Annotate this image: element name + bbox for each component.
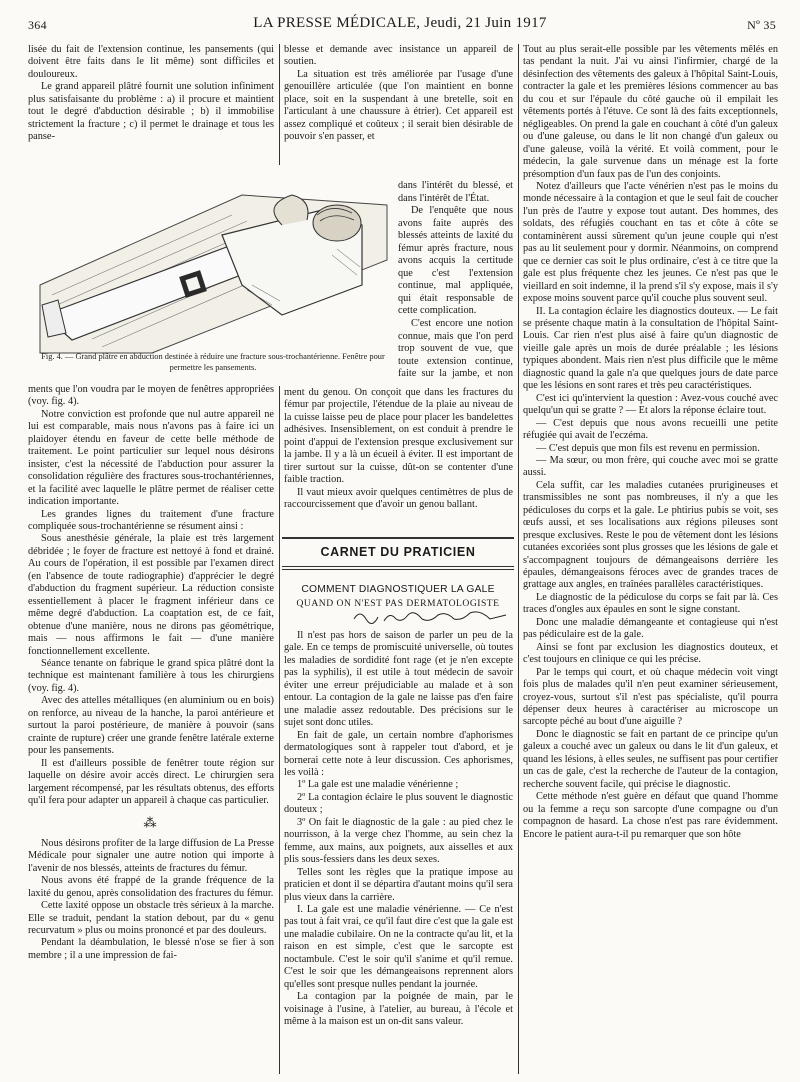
paragraph: Les grandes lignes du traitement d'une fracture compliquée sous-trochantérienne se résument ainsi : bbox=[28, 508, 274, 532]
paragraph: II. La contagion éclaire les diagnostics douteux. — Le fait se présente chaque matin à la consultation de l'hôpital Saint-Louis. Car rien n'est plus aisé à faire qu'un diagnostic de vieille gale après un mois de durée préalable ; les lésions typiques abondent. Mais rien n'est plus difficile que le même diagnostic quand la gale n'a que quelques jours de date parce que les lésions en sont rares et très peu caractéristiques. bbox=[523, 305, 778, 392]
section-rule bbox=[282, 569, 514, 570]
paragraph: ments que l'on voudra par le moyen de fenêtres appropriées (voy. fig. 4). bbox=[28, 384, 274, 408]
paragraph: Donc le diagnostic se fait en partant de ce principe qu'un galeux a couché avec un galeux ou dans le lit d'un galeux, et quand les lésions, à elles seules, ne suffisent pas pour certifier un cas de gale, c'est la recherche de l'auteur de la contagion, recherche souvent facile, qui précise le diagnostic. bbox=[523, 728, 778, 790]
list-item: 1º La gale est une maladie vénérienne ; bbox=[297, 779, 459, 791]
list-item: 3º On fait le diagnostic de la gale : au pied chez le nourrisson, à la verge chez l'homme, au sein chez la femme, aux mains, aux poignets, aux aisselles et aux plis sous-fessiers dans les deux sexes. bbox=[284, 816, 513, 866]
paragraph: — C'est depuis que mon fils est revenu en permission. bbox=[536, 442, 760, 454]
column-2-top bbox=[284, 44, 513, 180]
column-2-body bbox=[284, 387, 513, 532]
figure-caption: Fig. 4. — Grand plâtre en abduction destinée à réduire une fracture sous-trochantérienne. Fenêtre pour permettre les pansements. bbox=[41, 352, 385, 372]
paragraph: Par le temps qui court, et où chaque médecin voit vingt fois plus de malades qu'il n'en peut examiner sérieusement, croyez-vous, surtout s'il n'est pas spécialiste, qu'il pourra dépenser deux heures à caractériser au microscope un sarcopte péché au bout d'une aiguille ? bbox=[523, 666, 778, 728]
paragraph: Cette laxité oppose un obstacle très sérieux à la marche. Elle se traduit, pendant la station debout, par du « genu recurvatum » plus ou moins prononcé et par des douleurs. bbox=[28, 900, 274, 937]
section-separator: ⁂ bbox=[143, 815, 159, 831]
paragraph: Il n'est pas hors de saison de parler un peu de la gale. En ce temps de promiscuité universelle, où toutes les maladies de sordidité font rage (et je n'en excepte pas la syphilis), il est utile à tout médecin de savoir éviter une erreur préjudiciable au malade et à son entour. La contagion de la gale ne laisse pas d'en faire une maladie assez redoutable. Des précisions sur le sujet sont donc utiles. bbox=[284, 630, 513, 729]
paragraph: dans l'intérêt du blessé, et dans l'intérêt de l'État. bbox=[398, 180, 513, 204]
column-1-top bbox=[28, 44, 274, 169]
paragraph: Le grand appareil plâtré fournit une solution infiniment plus satisfaisante du problème : a) il procure et maintient tout le degré d'abduction désirable ; b) il immobilise strictement la fracture ; c) il permet le drainage et tous les panse- bbox=[28, 81, 274, 143]
paragraph: Telles sont les règles que la pratique impose au praticien et dont il se départira d'autant moins qu'il sera plus vieux dans la carrière. bbox=[284, 866, 513, 903]
plaster-cast-illustration bbox=[32, 165, 392, 355]
column-2-wrap bbox=[398, 180, 513, 380]
column-1-body bbox=[28, 384, 274, 1074]
paragraph: ment du genou. On conçoit que dans les fractures du fémur par projectile, l'étendue de la plaie au niveau de la cuisse laisse peu de place pour placer les bandelettes adhésives. Insensiblement, on est conduit à prendre le point d'appui de l'extension presque exclusivement sur la jambe. Il y a là un écueil à éviter. Il est important de tirer surtout sur la cuisse, dût-on se contenter d'une faible traction. bbox=[284, 387, 513, 486]
journal-title: LA PRESSE MÉDICALE, Jeudi, 21 Juin 1917 bbox=[253, 15, 547, 31]
paragraph: La situation est très améliorée par l'usage d'une genouillère articulée (que l'on maintient en bonne place, soit en la suspendant à une bretelle, soit en l'articulant à une chaussure à étrier). Cet appareil est assez compliqué et coûteux ; il serait bien désirable de pouvoir s'en passer, et bbox=[284, 68, 513, 143]
paragraph: La contagion par la poignée de main, par le voisinage à l'usine, à l'atelier, au bureau, à l'école et même à la maison est un on-dit sans valeur. bbox=[284, 991, 513, 1028]
section-rule bbox=[282, 566, 514, 567]
article-subtitle: QUAND ON N'EST PAS DERMATOLOGISTE bbox=[296, 598, 500, 609]
paragraph: Notez d'ailleurs que l'acte vénérien n'est pas le moins du monde nécessaire à la contagion et que le seul fait de coucher l'un près de l'autre y expose tout autant. Des hommes, des soldats, des réfugiés couchant en tas et côte à côte se contaminèrent aussi sûrement qu'un jeune couple qui n'est pas au lit seulement pour y dormir. Néanmoins, on comprend que ce dernier cas soit le plus ordinaire, c'est à ce titre que la gale est plus fréquente chez les jeunes. Ce n'est pas que le vieillard en soit indemne, il la prend s'il s'y expose, mais il s'y expose moins souvent parce qu'il couche plus souvent seul. bbox=[523, 180, 778, 305]
paragraph: Sous anesthésie générale, la plaie est très largement débridée ; le foyer de fracture est nettoyé à fond et drainé. Au cours de l'opération, il est possible par l'examen direct (en l'absence de toute radiographie) d'apprécier le degré d'abduction du fragment supérieur. La réduction consiste essentiellement à placer le fragment inférieur dans ce même degré d'abduction. La coaptation est, de ce fait, obtenue d'une manière, nous ne dirons pas géométrique, mais — nous affirmons le fait — d'une manière fonctionnellement excellente. bbox=[28, 533, 274, 657]
paragraph: lisée du fait de l'extension continue, les pansements (qui doivent être faits dans le lit même) sont difficiles et douloureux. bbox=[28, 44, 274, 80]
paragraph: De l'enquête que nous avons faite auprès des blessés atteints de laxité du fémur après fracture, nous avons acquis la certitude que c'est l'extension continue, mal appliquée, qui était responsable de cette complication. bbox=[398, 205, 513, 317]
article-title: COMMENT DIAGNOSTIQUER LA GALE bbox=[301, 584, 495, 595]
paragraph: — Ma sœur, ou mon frère, qui couche avec moi se gratte aussi. bbox=[523, 454, 778, 479]
paragraph: Nous désirons profiter de la large diffusion de La Presse Médicale pour signaler une autre notion qui importe à l'avenir de nos blessés, atteints de fractures du fémur. bbox=[28, 837, 274, 874]
paragraph: Séance tenante on fabrique le grand spica plâtré dont la technique est maintenant familière à tous les chirurgiens (voy. fig. 4). bbox=[28, 657, 274, 694]
paragraph: Il vaut mieux avoir quelques centimètres de plus de raccourcissement que d'avoir un genou ballant. bbox=[284, 486, 513, 511]
issue-number: Nº 35 bbox=[747, 18, 776, 32]
paragraph: Nous avons été frappé de la grande fréquence de la laxité du genou, après consolidation des fractures du fémur. bbox=[28, 875, 274, 899]
section-title: CARNET DU PRATICIEN bbox=[320, 545, 476, 559]
paragraph: Cette méthode n'est guère en défaut que quand l'homme ou la femme a reçu son sarcopte d'une compagne ou d'un compagnon de hasard. La chose n'est pas rare évidemment. Encore le patient aura-t-il pu remarquer que son hôte bbox=[523, 791, 778, 840]
paragraph: Le diagnostic de la pédiculose du corps se fait par là. Ces traces d'ongles aux épaules en sont le signe constant. bbox=[523, 591, 778, 616]
page-number: 364 bbox=[28, 18, 47, 32]
column-rule bbox=[279, 386, 280, 1074]
section-rule bbox=[282, 537, 514, 539]
paragraph: Il est d'ailleurs possible de fenêtrer toute région sur laquelle on désire avoir accès direct. Le chirurgien sera largement récompensé, par les résultats obtenus, des efforts qu'il fera pour adapter un appareil à chaque cas particulier. bbox=[28, 757, 274, 806]
column-rule bbox=[279, 44, 280, 171]
paragraph: C'est encore une notion connue, mais que l'on perd trop souvent de vue, que toute extension continue, faite sur la jambe, et non bbox=[398, 318, 513, 380]
page-header bbox=[24, 14, 776, 36]
paragraph: Donc une maladie démangeante et contagieuse qui n'est pas pédiculaire est de la gale. bbox=[523, 616, 778, 641]
paragraph: Notre conviction est profonde que nul autre appareil ne lui est comparable, mais nous n'avons pas à faire ici un plaidoyer étendu en faveur de cette belle méthode de traitement. Le point particulier sur lequel nous désirons insister, c'est la nécessité de l'abduction pour assurer la consolidation régulière des fractures sous-trochantériennes, et la facilité avec laquelle le plâtre permet de réaliser cette indication importante. bbox=[28, 408, 274, 508]
handwritten-signature bbox=[350, 607, 510, 625]
paragraph: Ainsi se font par exclusion les diagnostics douteux, et c'est toujours en clinique ce qui les précise. bbox=[523, 641, 778, 666]
paragraph: I. La gale est une maladie vénérienne. — Ce n'est pas tout à fait vrai, ce qu'il faut dire c'est que la gale est une maladie cubilaire. On ne la contracte qu'au lit, et la raison en est simple, c'est que le sarcopte est noctambule. C'est le soir qu'il s'anime et qu'il remue. C'est le soir que les démangeaisons reprennent alors qu'elles sont presque nulles pendant la journée. bbox=[284, 903, 513, 990]
paragraph: Avec des attelles métalliques (en aluminium ou en bois) on renforce, au niveau de la hanche, la paroi antérieure et surtout la paroi postérieure, de manière à pouvoir (sans crainte de rupture) créer une grande fenêtre latérale externe pour les pansements. bbox=[28, 695, 274, 757]
paragraph: Tout au plus serait-elle possible par les vêtements mêlés en tas pendant la nuit. J'ai vu ainsi l'infirmier, chargé de la désinfection des vêtements des galeux à l'hôpital Saint-Louis, contracter la gale et les premières lésions commencer au bas du cou et sur l'épaule du côté gauche où il empilait les vêtements portés à l'étuve. Ce sont là des faits exceptionnels, négligeables. On prend la gale en couchant à côté d'un galeux ou d'une galeuse, ou dans le lit non changé d'un galeux ou d'une galeuse, voilà la vérité. Et voilà comment, pour le médecin, la gale survenue dans un ménage est la forte présomption d'un faux pas de l'un des conjoints. bbox=[523, 44, 778, 180]
paragraph: blesse et demande avec insistance un appareil de soutien. bbox=[284, 44, 513, 68]
list-item: 2º La contagion éclaire le plus souvent le diagnostic douteux ; bbox=[284, 791, 513, 816]
column-rule bbox=[518, 44, 519, 1074]
paragraph: Pendant la déambulation, le blessé n'ose se fier à son membre ; il a une impression de fai- bbox=[28, 937, 274, 961]
paragraph: En fait de gale, un certain nombre d'aphorismes dermatologiques sont à rappeler tout d'abord, et je bornerai cette note à leur discussion. Ces aphorismes, les voilà : bbox=[284, 729, 513, 778]
paragraph: — C'est depuis que nous avons recueilli une petite réfugiée qui avait de l'eczéma. bbox=[523, 417, 778, 442]
paragraph: Cela suffit, car les maladies cutanées prurigineuses et transmissibles ne sont pas nombreuses, il n'y a que les pédiculoses du corps et la gale. Le phtirius pubis se voit, ses œufs aussi, et ses localisations aux régions pileuses sont presque exclusives. Reste le pou de vêtement dont les lésions cutanées excoriées sont plus grosses que les lésions de gale et s'accompagnent toujours de démangeaisons derrière les épaules, démangeaisons féroces avec de grandes traces de grattage aux angles, en traînées parallèles caractéristiques. bbox=[523, 479, 778, 591]
column-3 bbox=[523, 44, 778, 1074]
article-body bbox=[284, 630, 513, 1075]
paragraph: C'est ici qu'intervient la question : Avez-vous couché avec quelqu'un qui se gratte ? — Et alors la réponse éclaire tout. bbox=[523, 392, 778, 417]
